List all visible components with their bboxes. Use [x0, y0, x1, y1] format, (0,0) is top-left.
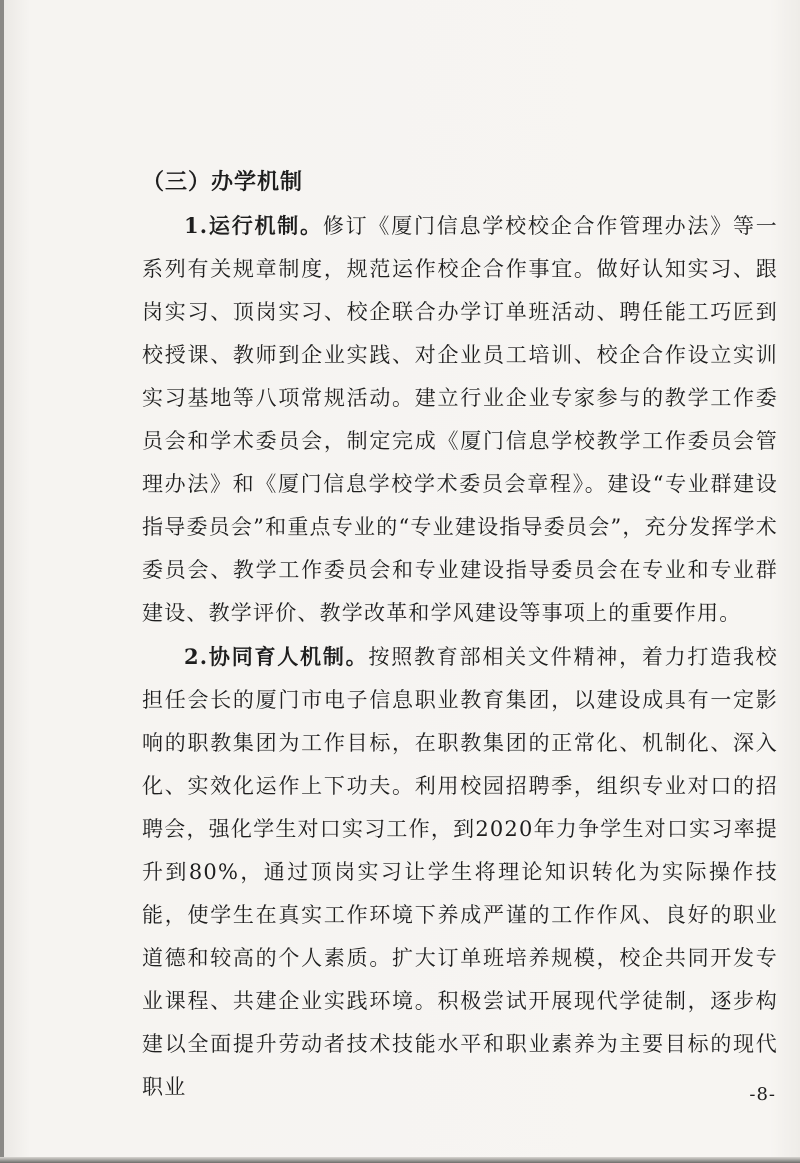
scan-left-edge	[0, 0, 4, 1163]
scan-bottom-edge	[0, 1157, 800, 1163]
paragraph-lead: 1.运行机制。	[184, 213, 323, 238]
page-number: -8-	[749, 1084, 776, 1105]
paragraph-text: 修订《厦门信息学校校企合作管理办法》等一系列有关规章制度，规范运作校企合作事宜。做好认知实习、跟岗实习、顶岗实习、校企联合办学订单班活动、聘任能工巧匠到校授课、教师到企业实践、对企业员工培训、校企合作设立实训实习基地等八项常规活动。建立行业企业专家参与的教学工作委员会和学术委员会，制定完成《厦门信息学校教学工作委员会管理办法》和《厦门信息学校学术委员会章程》。建设“专业群建设指导委员会”和重点专业的“专业建设指导委员会”，充分发挥学术委员会、教学工作委员会和专业建设指导委员会在专业和专业群建设、教学评价、教学改革和学风建设等事项上的重要作用。	[142, 214, 778, 625]
document-body	[142, 160, 778, 1109]
paragraph-lead: 2.协同育人机制。	[184, 644, 369, 669]
paragraph-text: 按照教育部相关文件精神，着力打造我校担任会长的厦门市电子信息职业教育集团，以建设成具有一定影响的职教集团为工作目标，在职教集团的正常化、机制化、深入化、实效化运作上下功夫。利用校园招聘季，组织专业对口的招聘会，强化学生对口实习工作，到2020年力争学生对口实习率提升到80%，通过顶岗实习让学生将理论知识转化为实际操作技能，使学生在真实工作环境下养成严谨的工作作风、良好的职业道德和较高的个人素质。扩大订单班培养规模，校企共同开发专业课程、共建企业实践环境。积极尝试开展现代学徒制，逐步构建以全面提升劳动者技术技能水平和职业素养为主要目标的现代职业	[142, 645, 778, 1099]
paragraph-collaborative-mechanism	[142, 635, 778, 1109]
paragraph-operating-mechanism	[142, 204, 778, 635]
section-heading: （三）办学机制	[142, 169, 304, 195]
